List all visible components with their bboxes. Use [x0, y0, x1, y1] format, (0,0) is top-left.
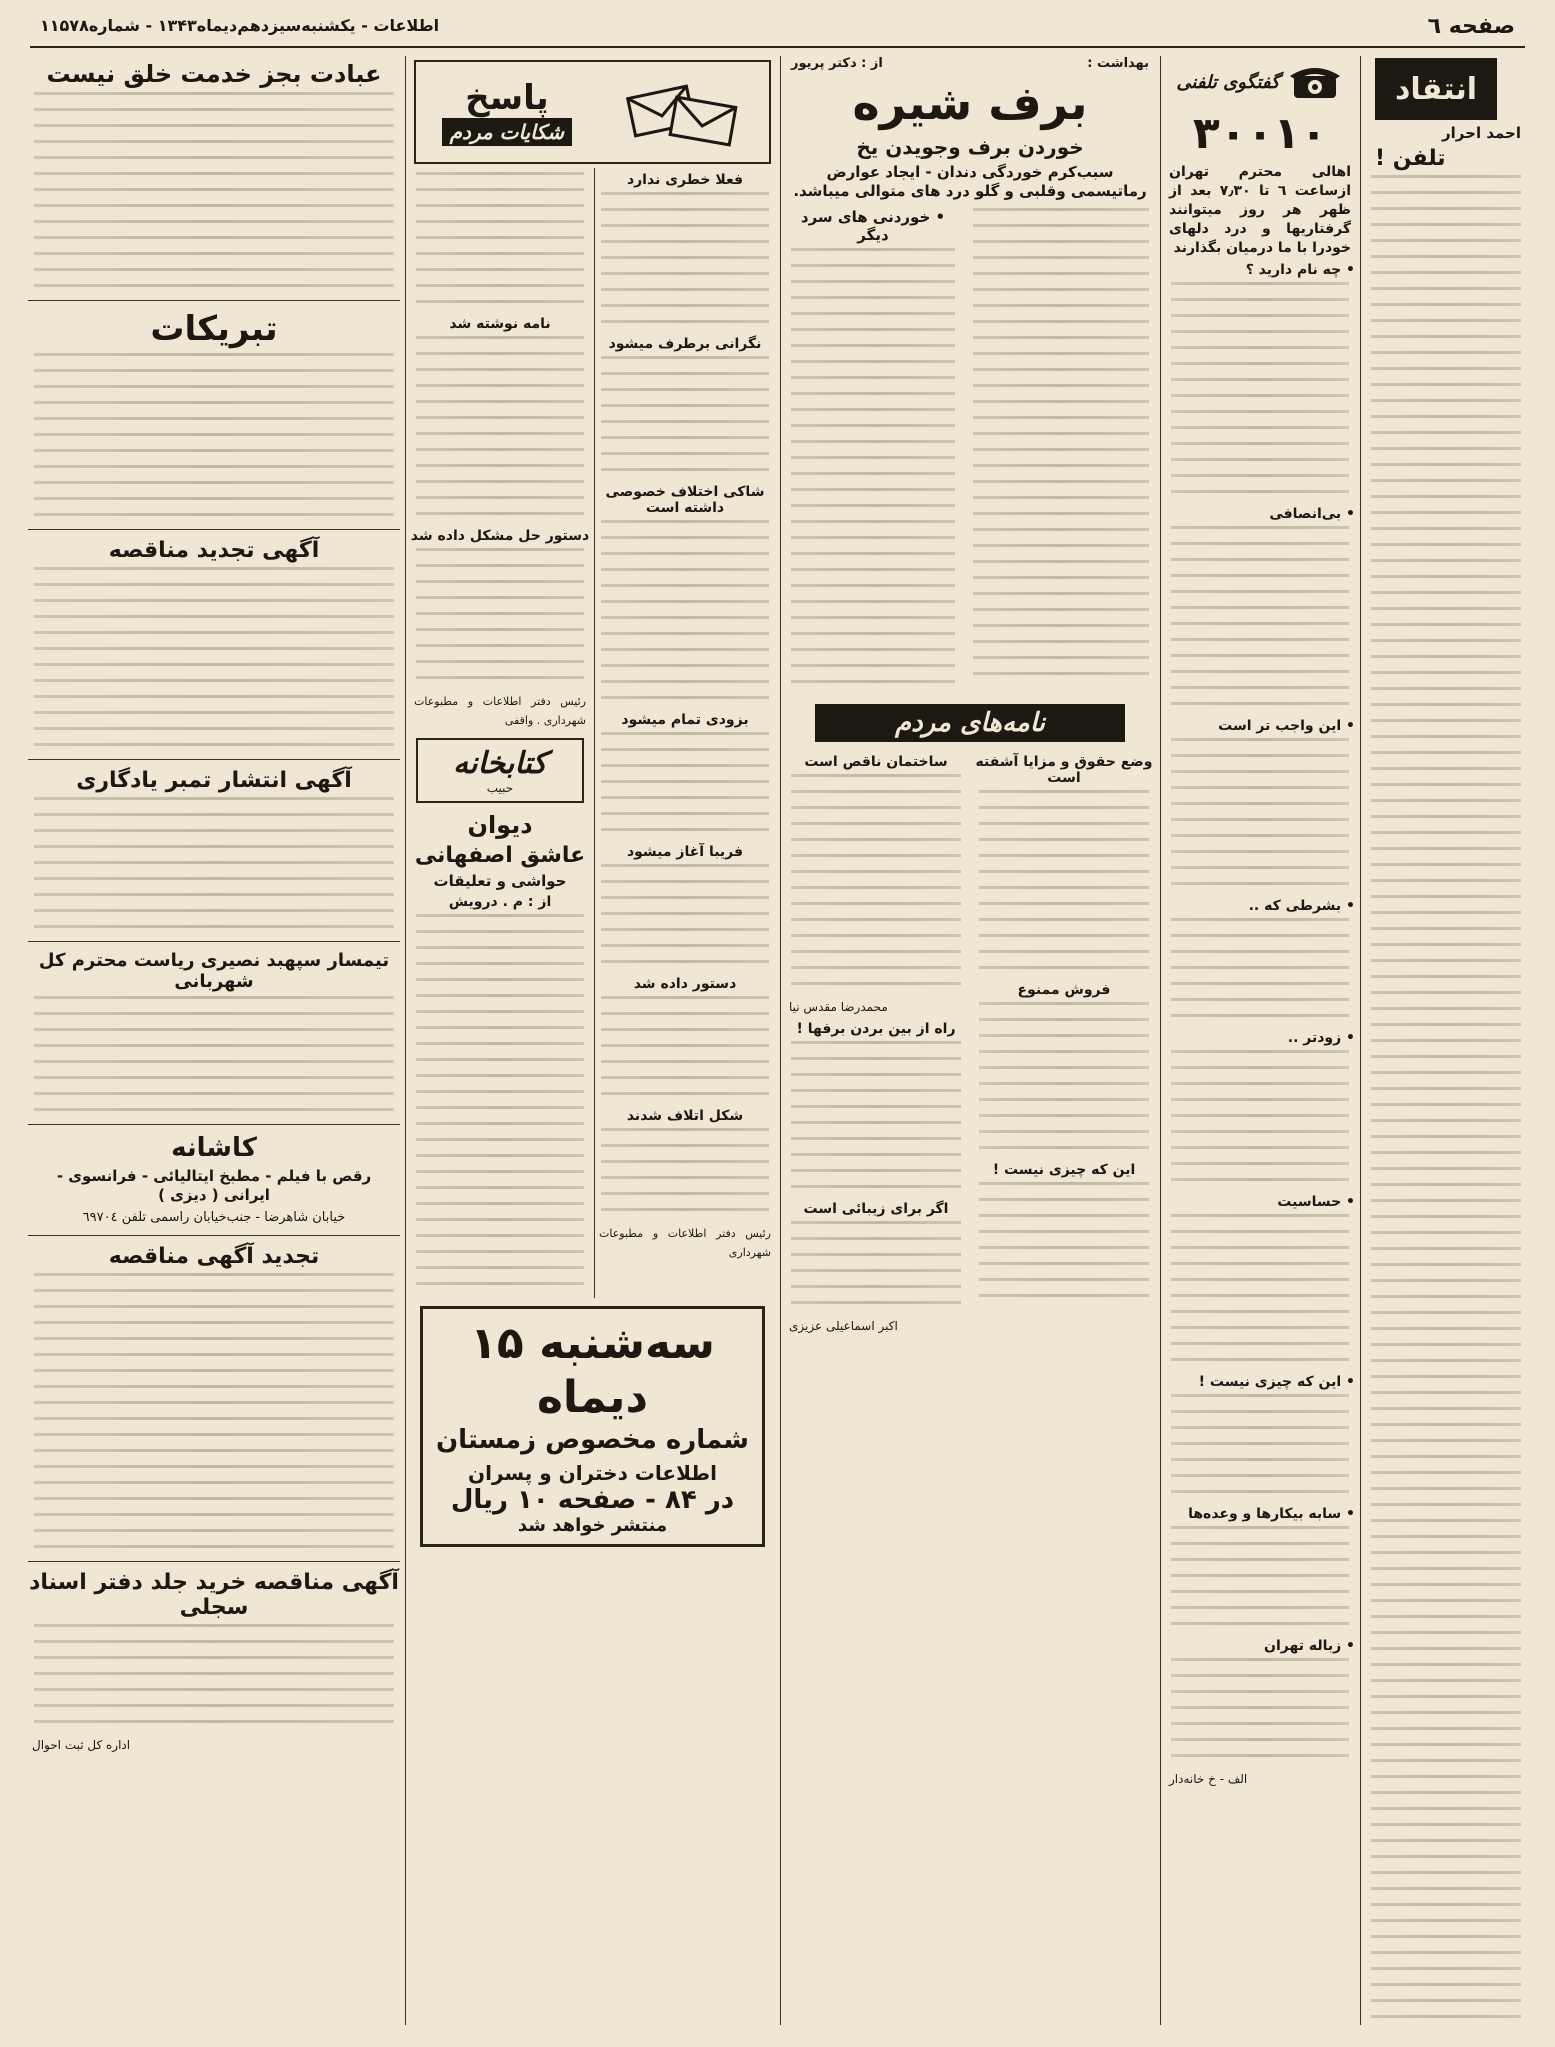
answer-title: فعلا خطری ندارد: [626, 172, 744, 188]
letter-title: وضع حقوق و مزایا آشفته است: [975, 754, 1153, 786]
text-block: [1171, 1526, 1349, 1625]
letters-columns: [785, 750, 1155, 1339]
article-title: برف شیره: [852, 76, 1088, 130]
library-subtitle: حبیب: [486, 781, 514, 795]
article-kicker: بهداشت :: [1087, 56, 1149, 71]
notice-title: تیمسار سپهبد نصیری ریاست محترم کل شهربانی: [38, 950, 390, 992]
signature: رئیس دفتر اطلاعات و مطبوعات شهرداری: [599, 1227, 771, 1259]
text-block: [34, 1624, 394, 1723]
complaints-banner: [414, 60, 771, 164]
notice-title: آگهی تجدید مناقصه: [108, 538, 320, 563]
column-divider: [405, 56, 406, 2025]
column-complaints: [410, 56, 775, 2025]
subhead: • بی‌انصافی: [1269, 506, 1355, 522]
text-block: [34, 1273, 394, 1548]
text-block: [1171, 1050, 1349, 1181]
ad-day: سه‌شنبه ۱۵ دیماه: [470, 1318, 715, 1423]
subhead: • خوردنی های سرد دیگر: [800, 208, 946, 244]
subhead: • چه نام دارید ؟: [1245, 262, 1355, 278]
letters-col-left: [785, 750, 967, 1339]
letter-title: این که چیزی نیست !: [992, 1162, 1136, 1178]
phone-number: ۳۰۰۱۰: [1192, 108, 1328, 159]
notice-title: آگهی انتشار تمبر یادگاری: [76, 768, 352, 793]
text-block: [791, 1041, 961, 1188]
answer-title: دستور حل مشکل داده شد: [410, 528, 590, 544]
text-block: [416, 336, 584, 515]
text-block: [973, 208, 1149, 692]
column-divider: [780, 56, 781, 2025]
answer-title: دستور داده شد: [633, 976, 737, 992]
text-block: [1171, 918, 1349, 1017]
text-block: [1171, 282, 1349, 493]
text-block: [601, 520, 769, 699]
page-header: [30, 10, 1525, 48]
notice-title: آگهی مناقصه خرید جلد دفتر اسناد سجلی: [29, 1570, 399, 1620]
subhead: • این واجب تر است: [1218, 718, 1355, 734]
article-deck: سبب‌کرم خوردگی دندان - ایجاد عوارض رماتیسمی وقلبی و گلو درد های متوالی میباشد.: [793, 163, 1147, 200]
book-meta: حواشی و تعلیقات: [433, 872, 567, 890]
column-phone-talk: [1165, 56, 1355, 2025]
notice-title: عبادت بجز خدمت خلق نیست: [46, 60, 382, 88]
letter-title: فروش ممنوع: [1017, 982, 1111, 998]
article-byline: [791, 56, 1149, 71]
letters-banner: نامه‌های مردم: [815, 704, 1125, 742]
restaurant-desc: رقص با فیلم - مطبخ ایتالیائی - فرانسوی - ایرانی ( دیزی ): [56, 1167, 372, 1204]
answer-title: فریبا آغاز میشود: [626, 844, 744, 860]
text-block: [601, 356, 769, 471]
text-block-col: [785, 204, 961, 696]
winter-issue-ad: [420, 1306, 765, 1547]
envelopes-icon: [623, 72, 743, 152]
book-title: دیوان: [467, 811, 533, 839]
column-divider: [1360, 56, 1361, 2025]
signature: محمدرضا مقدس نیا: [789, 1000, 888, 1014]
masthead-date: اطلاعات - یکشنبه‌سیزدهم‌دیماه۱۳۴۳ - شماره۱۱۵۷۸: [40, 16, 440, 35]
text-block: [34, 567, 394, 746]
text-block: [1171, 1394, 1349, 1493]
answer-title: شکل اتلاف شدند: [626, 1108, 744, 1124]
restaurant-address: خیابان شاهرضا - جنب‌خیابان راسمی تلفن ٦٩٧٠٤: [82, 1210, 346, 1225]
notice-title: تجدید آگهی مناقصه: [108, 1244, 320, 1269]
text-block: [791, 774, 961, 985]
library-banner: [416, 738, 584, 803]
article-body: [1371, 175, 1521, 2025]
subhead: • بشرطی که ..: [1248, 898, 1355, 914]
text-block: [416, 548, 584, 679]
text-block: [1171, 1658, 1349, 1757]
text-block: [34, 996, 394, 1111]
column-health: [785, 56, 1155, 2025]
notice-title: کاشانه: [171, 1133, 257, 1163]
text-block: [1171, 738, 1349, 885]
book-author: از : م . درویش: [448, 894, 552, 910]
text-block: [791, 248, 955, 683]
ad-line: شماره مخصوص زمستان: [435, 1425, 749, 1455]
answer-title: شاکی اختلاف خصوصی داشته است: [605, 484, 765, 516]
text-block: [979, 1002, 1149, 1149]
text-block: [979, 1182, 1149, 1297]
text-block: [1171, 526, 1349, 705]
text-block: [1171, 1214, 1349, 1361]
subhead: • حساسیت: [1277, 1194, 1355, 1210]
signature: رئیس دفتر اطلاعات و مطبوعات شهرداری . واقفی: [414, 695, 586, 727]
article-author: از : دکتر پریور: [791, 56, 883, 71]
answers-col-right: [594, 168, 775, 1298]
subhead: • این که چیزی نیست !: [1198, 1374, 1355, 1390]
subhead: • سابه بیکارها و وعده‌ها: [1188, 1506, 1355, 1522]
answer-title: نگرانی برطرف میشود: [608, 336, 762, 352]
criticism-logo: انتقاد: [1375, 58, 1497, 120]
subhead: • زباله تهران: [1264, 1638, 1355, 1654]
page-number: صفحه ٦: [1427, 14, 1515, 39]
ad-line: در ۸۴ - صفحه ۱۰ ریال: [450, 1485, 735, 1515]
book-name: عاشق اصفهانی: [414, 843, 586, 868]
signature: اداره کل ثبت احوال: [32, 1738, 131, 1752]
column-notices: [28, 56, 400, 2025]
phone-lead: اهالی محترم تهران ازساعت ٦ تا ۷٫۳۰ بعد از ظهر هر روز میتوانند گرفتاریها و درد دلهای خودرا با ما درمیان بگذارند: [1169, 164, 1351, 256]
text-block: [601, 732, 769, 831]
answer-title: بزودی تمام میشود: [621, 712, 749, 728]
notice-title: تبریکات: [150, 309, 278, 349]
library-title: کتابخانه: [453, 746, 547, 781]
signature: الف - خ خانه‌دار: [1169, 1772, 1248, 1786]
answer-title: نامه نوشته شد: [449, 316, 551, 332]
text-block: [34, 353, 394, 516]
letter-title: اگر برای زیبائی است: [803, 1201, 949, 1217]
text-block: [601, 864, 769, 963]
phone-logo: [1169, 62, 1351, 102]
text-block: [416, 172, 584, 303]
banner-bottom: شکایات مردم: [442, 118, 572, 146]
subhead: • زودتر ..: [1287, 1030, 1355, 1046]
article-title: تلفن !: [1375, 146, 1446, 171]
text-block: [791, 1221, 961, 1304]
text-block: [34, 92, 394, 287]
author-name: احمد احرار: [1442, 124, 1521, 142]
letters-col-right: [973, 750, 1155, 1339]
telephone-icon: [1286, 62, 1344, 102]
banner-text: [442, 78, 572, 146]
ad-line: اطلاعات دختران و پسران: [468, 1461, 717, 1485]
text-block: [979, 790, 1149, 969]
column-criticism: [1365, 56, 1527, 2025]
letter-title: راه از بین بردن برفها !: [796, 1021, 956, 1037]
article-subtitle: خوردن برف وجویدن یخ: [856, 135, 1084, 159]
text-block: [416, 914, 584, 1285]
answers-columns: [410, 168, 775, 1298]
article-columns: [785, 204, 1155, 696]
banner-top: پاسخ: [465, 78, 549, 118]
text-block: [601, 996, 769, 1095]
text-block: [601, 192, 769, 323]
signature: اکبر اسماعیلی عزیزی: [789, 1319, 898, 1333]
answers-col-left: [410, 168, 590, 1298]
phone-logo-text: گفتگوی تلفنی: [1176, 71, 1280, 93]
column-divider: [1160, 56, 1161, 2025]
ad-line: منتشر خواهد شد: [517, 1515, 668, 1536]
text-block: [601, 1128, 769, 1211]
text-block: [34, 797, 394, 928]
letter-title: ساختمان ناقص است: [804, 754, 948, 770]
